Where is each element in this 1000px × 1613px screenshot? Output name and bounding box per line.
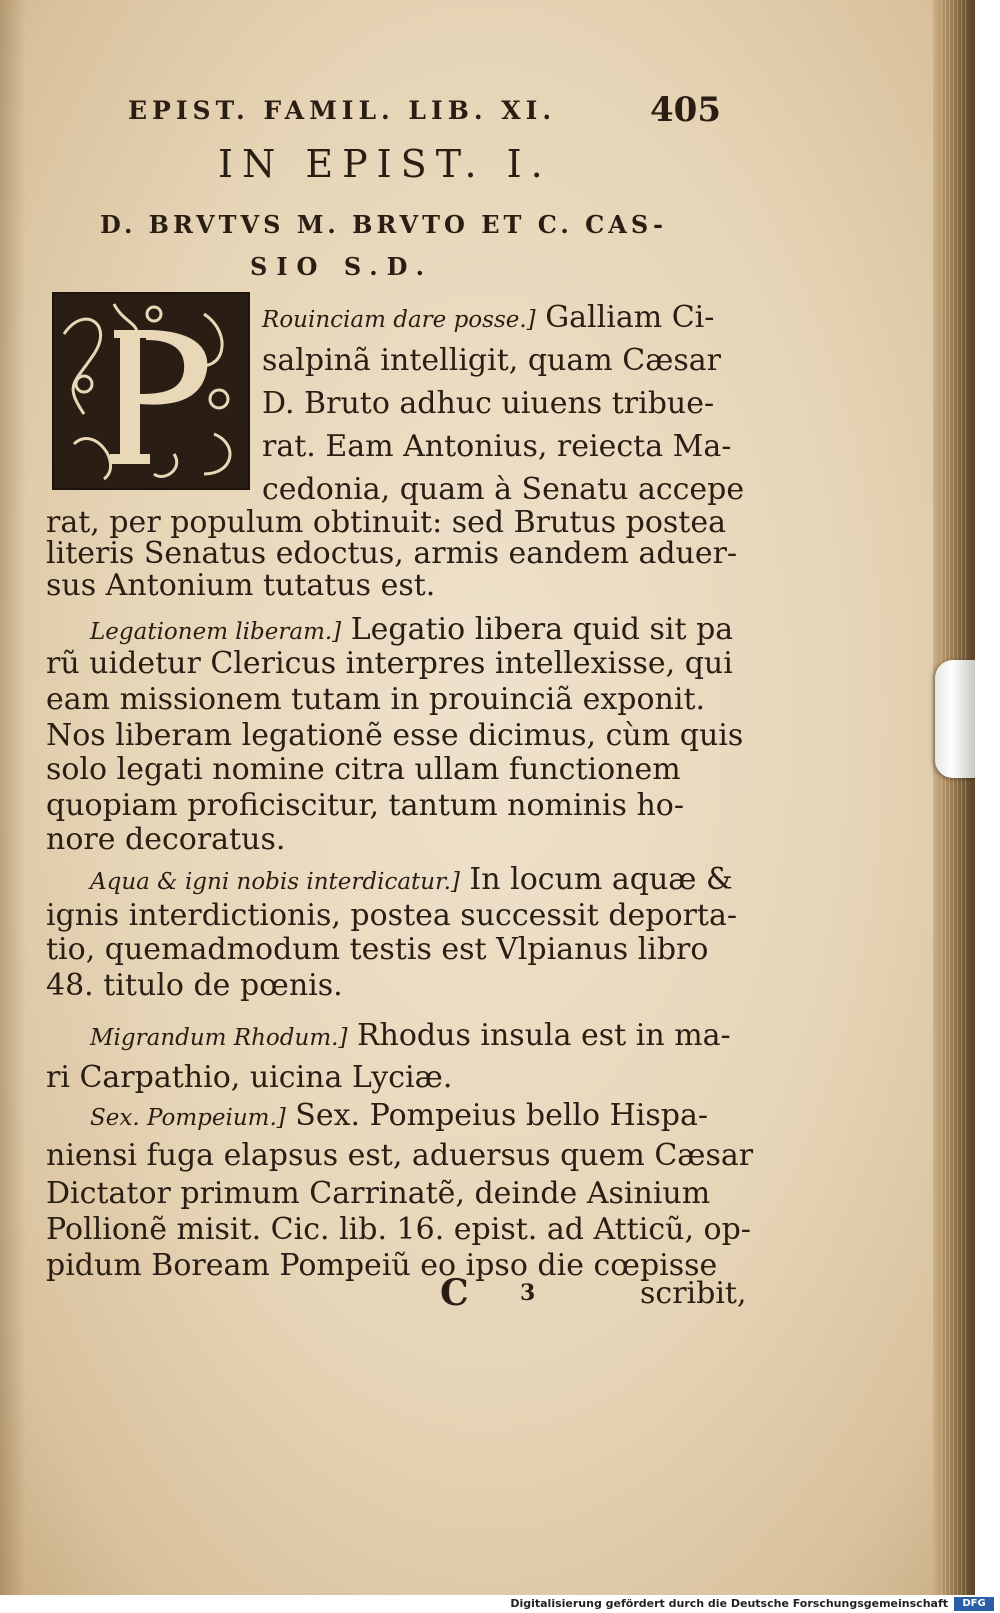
line-text: niensi fuga elapsus est, aduersus quem Cæsar [46,1138,754,1173]
text-line [46,1060,452,1096]
running-title: EPIST. FAMIL. LIB. XI. [128,96,557,125]
line-text: In locum aquæ & [459,862,733,897]
text-line [46,568,435,604]
signature-number: 3 [520,1280,536,1306]
section-heading: IN EPIST. I. [218,142,552,186]
running-header [128,90,728,130]
line-text: nore decoratus. [46,822,286,857]
text-line [90,1018,731,1056]
line-text: cedonia, quam à Senatu accepe [262,472,745,507]
letter-address-line-1: D. BRVTVS M. BRVTO ET C. CAS- [100,210,668,239]
lemma: Rouinciam dare posse.] [262,307,536,333]
text-line [46,788,684,824]
line-text: quopiam proficiscitur, tantum nominis ho- [46,788,684,823]
page-edge-texture [941,0,969,1595]
text-line [262,343,721,379]
lemma: Migrandum Rhodum.] [90,1025,348,1051]
line-text: pidum Boream Pompeiũ eo ipso die cœpisse [46,1248,718,1283]
line-text: ri Carpathio, uicina Lyciæ. [46,1060,453,1095]
text-line [46,932,708,968]
line-text: D. Bruto adhuc uiuens tribue- [262,386,715,421]
text-line [46,536,737,572]
text-line [46,1212,751,1248]
line-text: literis Senatus edoctus, armis eandem aduer- [46,536,738,571]
lemma: Aqua & igni nobis interdicatur.] [90,869,460,895]
digitization-footer [0,1595,1000,1613]
decorated-initial [52,292,250,490]
text-line [90,612,733,650]
lemma: Legationem liberam.] [90,619,342,645]
line-text: Galliam Ci- [535,300,715,335]
line-text: 48. titulo de pœnis. [46,968,343,1003]
foliage-ornament-icon [54,294,248,488]
text-line [46,1248,717,1284]
text-line [90,1098,708,1136]
gutter-shadow [0,0,26,1595]
text-line [46,1176,710,1212]
line-text: Dictator primum Carrinatẽ, deinde Asinium [46,1176,711,1211]
line-text: rat, per populum obtinuit: sed Brutus postea [46,505,726,540]
text-line [262,300,714,338]
text-line [46,718,743,754]
funding-credit: Digitalisierung gefördert durch die Deutsche Forschungsgemeinschaft [510,1597,948,1610]
text-line [46,752,681,788]
line-text: Nos liberam legationẽ esse dicimus, cùm quis [46,718,744,753]
line-text: solo legati nomine citra ullam functionem [46,752,681,787]
line-text: salpinã intelligit, quam Cæsar [262,343,722,378]
line-text: Rhodus insula est in ma- [347,1018,731,1053]
dfg-logo: DFG [954,1597,994,1611]
text-line [46,1138,753,1174]
text-line [262,472,744,508]
signature-mark: C [440,1272,469,1314]
text-line [46,898,737,934]
line-text: Sex. Pompeius bello Hispa- [285,1098,709,1133]
text-line [46,646,733,682]
page-clip [935,660,975,778]
letter-address-line-2: SIO S.D. [250,252,433,281]
line-text: sus Antonium tutatus est. [46,568,436,603]
line-text: ignis interdictionis, postea successit deporta- [46,898,737,933]
line-text: rũ uidetur Clericus interpres intellexisse, qui [46,646,733,681]
line-text: tio, quemadmodum testis est Vlpianus libro [46,932,709,967]
line-text: eam missionem tutam in prouinciã exponit. [46,682,706,717]
lemma: Sex. Pompeium.] [90,1105,286,1131]
text-line [46,682,705,718]
text-line [46,968,343,1004]
line-text: Pollionẽ misit. Cic. lib. 16. epist. ad Atticũ, op- [46,1212,751,1247]
text-line [262,386,714,422]
text-line [262,429,731,465]
line-text: Legatio libera quid sit pa [341,612,734,647]
text-line [90,862,733,900]
page-number: 405 [650,90,721,130]
text-line [46,822,285,858]
catchword: scribit, [640,1276,747,1311]
line-text: rat. Eam Antonius, reiecta Ma- [262,429,732,464]
